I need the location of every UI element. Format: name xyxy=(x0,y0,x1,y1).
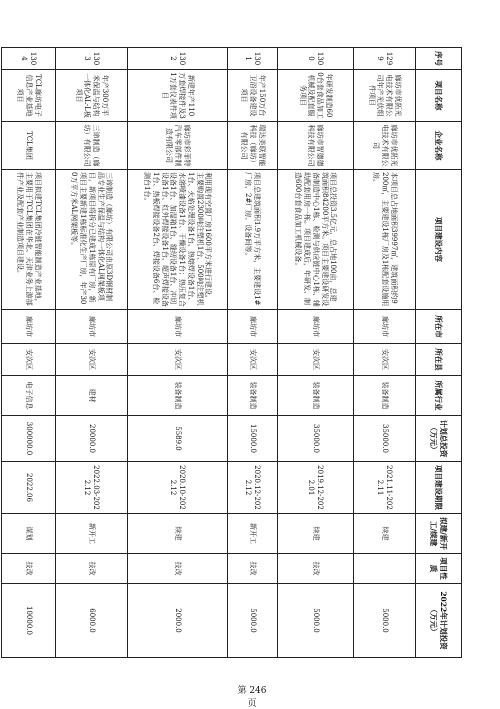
cell-industry: 装备制造 xyxy=(128,376,228,416)
cell-content: 三谛制造（廊坊）有限公司由原3D钢材制品专业生产保温与结构一体化AL网架板项目，新项目将拆分已建成1栋原有厂房，新项目主要新建1栋标准化生产厂房，年产300万平方米AL网架板等。 xyxy=(56,170,128,310)
rotated-table-page xyxy=(2,47,462,657)
cell-plan: 5000.0 xyxy=(278,584,354,658)
cell-name: 年产300万平米保温与结构一体化AL-L板项目 xyxy=(56,70,128,122)
cell-no: 1301 xyxy=(228,48,278,70)
cell-total: 5589.0 xyxy=(128,416,228,462)
cell-period: 2021.11-2022.11 xyxy=(354,462,416,514)
cell-company: 廊坊市智德德科技有限公司 xyxy=(278,122,354,170)
cell-name: 新建年产110万套焊接件及31万套仪表件项目 xyxy=(128,70,228,122)
cell-city: 廊坊市 xyxy=(128,310,228,344)
cell-no: 1300 xyxy=(278,48,354,70)
cell-content: 项目总建筑面积1.9万平方米，主要建设1#厂房、2#厂房、设备间等。 xyxy=(228,170,278,310)
cell-nature: 技改 xyxy=(278,554,354,584)
col-header-total: 计划总投资（万元） xyxy=(416,416,462,462)
cell-total: 35000.0 xyxy=(278,416,354,462)
cell-content: 利用现有空置厂房1600平方米进行建设。主要购置2300吨注塑机1台、500吨注塑机1台、火焰处理设备1台、热熔焊设备1台、水溶喷漆设备1台、干燥设备1台；热压复合设备1台、加湿箱1台、缝纫设备1台、冲切设备1台、红外焊接设备1台、超声焊接设备1台、热板焊接设备2台、焊接设备6台、检测台1台。 xyxy=(128,170,228,310)
cell-company: 三谛制造（廊坊）有限公司 xyxy=(56,122,128,170)
table-row xyxy=(56,48,128,658)
cell-company: 廊坊市彩菲特汽车零部件制造有限公司 xyxy=(128,122,228,170)
table-row xyxy=(228,48,278,658)
cell-name: 年产150万台卫浴设备建设项目 xyxy=(228,70,278,122)
cell-plan: 2000.0 xyxy=(128,584,228,658)
cell-city: 廊坊市 xyxy=(354,310,416,344)
cell-total: 15000.0 xyxy=(228,416,278,462)
cell-plan: 5000.0 xyxy=(228,584,278,658)
cell-plan: 6000.0 xyxy=(56,584,128,658)
col-header-county: 所在县 xyxy=(416,344,462,376)
col-header-name: 项目名称 xyxy=(416,70,462,122)
cell-county: 安次区 xyxy=(128,344,228,376)
col-header-period: 项目建设期限 xyxy=(416,462,462,514)
cell-content: 本项目总占地面积39997㎡，建筑面积约9200㎡，主要建设1栋厂房及1栋配套设施用房。 xyxy=(354,170,416,310)
cell-company: TCL集团 xyxy=(2,122,56,170)
cell-city: 廊坊市 xyxy=(278,310,354,344)
cell-industry: 装备制造 xyxy=(354,376,416,416)
table-row xyxy=(278,48,354,658)
cell-company: 廊坊市优拓光电技术有限公司 xyxy=(354,122,416,170)
cell-period: 2022.03-2022.12 xyxy=(56,462,128,514)
cell-content: 项目拟建TCL集团冷链智能制造产业基地，主要用于TCL集团在华北、天津业务上游部件产业及配套产业制造项目建设。 xyxy=(2,170,56,310)
cell-period: 2019.12-2022.01 xyxy=(278,462,354,514)
cell-name: 廊坊市优拓光电技术有限公司年产光伏组件项目 xyxy=(354,70,416,122)
col-header-no: 序号 xyxy=(416,48,462,70)
cell-county: 安次区 xyxy=(354,344,416,376)
col-header-nature: 项目性质 xyxy=(416,554,462,584)
cell-name: TCL廊坊电子信息产业基地项目 xyxy=(2,70,56,122)
cell-name: 年研发制造600台套食品加工机械及配套服务项目 xyxy=(278,70,354,122)
cell-stage: 续建 xyxy=(354,514,416,554)
cell-industry: 装备制造 xyxy=(278,376,354,416)
table-header-row xyxy=(416,48,462,658)
cell-stage: 谋划 xyxy=(2,514,56,554)
table-row xyxy=(354,48,416,658)
cell-stage: 新开工 xyxy=(228,514,278,554)
table-row xyxy=(2,48,56,658)
cell-stage: 续建 xyxy=(278,514,354,554)
cell-county: 安次区 xyxy=(56,344,128,376)
cell-nature: 技改 xyxy=(228,554,278,584)
cell-stage: 新开工 xyxy=(56,514,128,554)
cell-industry: 装备制造 xyxy=(228,376,278,416)
cell-total: 35000.0 xyxy=(354,416,416,462)
col-header-plan: 2022年计划投资（万元） xyxy=(416,584,462,658)
cell-period: 2020.12-2022.12 xyxy=(228,462,278,514)
cell-plan: 5000.0 xyxy=(354,584,416,658)
col-header-content: 项目建设内容 xyxy=(416,170,462,310)
cell-industry: 电子信息 xyxy=(2,376,56,416)
page-number: 第 246 页 xyxy=(237,686,267,709)
cell-no: 1299 xyxy=(354,48,416,70)
col-header-company: 企业名称 xyxy=(416,122,462,170)
cell-nature: 技改 xyxy=(56,554,128,584)
col-header-industry: 所属行业 xyxy=(416,376,462,416)
cell-city: 廊坊市 xyxy=(2,310,56,344)
cell-period: 2022.06 xyxy=(2,462,56,514)
project-table xyxy=(1,47,462,658)
col-header-city: 所在市 xyxy=(416,310,462,344)
col-header-stage: 拟建/新开工/续建 xyxy=(416,514,462,554)
cell-content: 项目总投资3.5亿元，总占地100亩，总建筑面积84200平方米。项目主要建设研发设备制造中心1栋、检测与供应链中心1栋、辅助配套用房一栋。项目建成后，年研发、制造600台套食品加工机械设备。 xyxy=(278,170,354,310)
cell-total: 300000.0 xyxy=(2,416,56,462)
cell-no: 1304 xyxy=(2,48,56,70)
cell-city: 廊坊市 xyxy=(228,310,278,344)
cell-industry: 建材 xyxy=(56,376,128,416)
cell-period: 2020.10-2022.12 xyxy=(128,462,228,514)
cell-nature: 技改 xyxy=(2,554,56,584)
cell-plan: 10000.0 xyxy=(2,584,56,658)
cell-no: 1303 xyxy=(56,48,128,70)
table-row xyxy=(128,48,228,658)
cell-county: 安次区 xyxy=(228,344,278,376)
cell-county: 安次区 xyxy=(278,344,354,376)
cell-county: 安次区 xyxy=(2,344,56,376)
cell-nature xyxy=(354,554,416,584)
cell-total: 20000.0 xyxy=(56,416,128,462)
cell-stage: 续建 xyxy=(128,514,228,554)
cell-city: 廊坊市 xyxy=(56,310,128,344)
cell-nature: 技改 xyxy=(128,554,228,584)
cell-company: 瑞达美联智能科技（廊坊）有限公司 xyxy=(228,122,278,170)
cell-no: 1302 xyxy=(128,48,228,70)
